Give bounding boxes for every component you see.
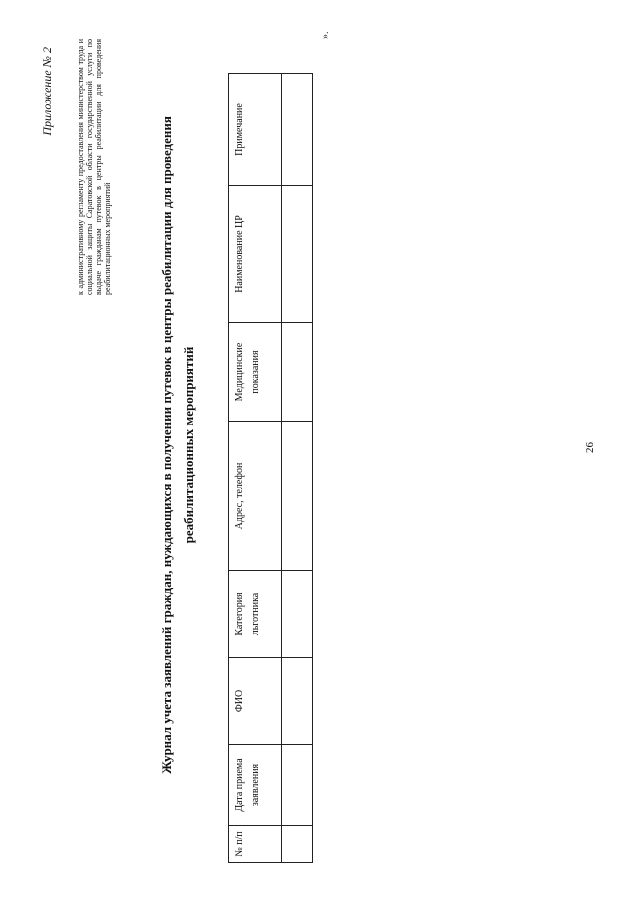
header-address-phone: Адрес, телефон xyxy=(229,422,282,571)
header-medical-indications: Медицинские показания xyxy=(229,323,282,422)
header-center-name: Наименование ЦР xyxy=(229,186,282,323)
table-cell-center-name xyxy=(282,186,313,323)
table-cell-note xyxy=(282,74,313,186)
page-number: 26 xyxy=(584,442,596,453)
table-cell-medical-indications xyxy=(282,323,313,422)
table-cell-number xyxy=(282,826,313,863)
header-beneficiary-category: Категория льготника xyxy=(229,571,282,658)
table-row xyxy=(282,74,313,863)
table-cell-full-name xyxy=(282,658,313,745)
table-cell-beneficiary-category xyxy=(282,571,313,658)
table-cell-address-phone xyxy=(282,422,313,571)
journal-table xyxy=(228,73,313,863)
closing-quote: ». xyxy=(320,31,331,39)
header-note: Примечание xyxy=(229,74,282,186)
header-full-name: ФИО xyxy=(229,658,282,745)
journal-title: Журнал учета заявлений граждан, нуждающихся в получении путевок в центры реабилитации для проведения реабилитационных мероприятий xyxy=(159,116,196,774)
appendix-title: Приложение № 2 xyxy=(40,47,54,136)
table-cell-application-date xyxy=(282,745,313,826)
header-number: № п/п xyxy=(229,826,282,863)
header-application-date: Дата приема заявления xyxy=(229,745,282,826)
journal-header-row xyxy=(229,74,282,863)
appendix-reference-text: к административному регламенту предоставления министерством труда и социальной защиты Саратовской области государственной услуги по выдаче гражданам путевок в центры реабилитации для проведения реабилитационных мероприятий xyxy=(76,39,112,295)
